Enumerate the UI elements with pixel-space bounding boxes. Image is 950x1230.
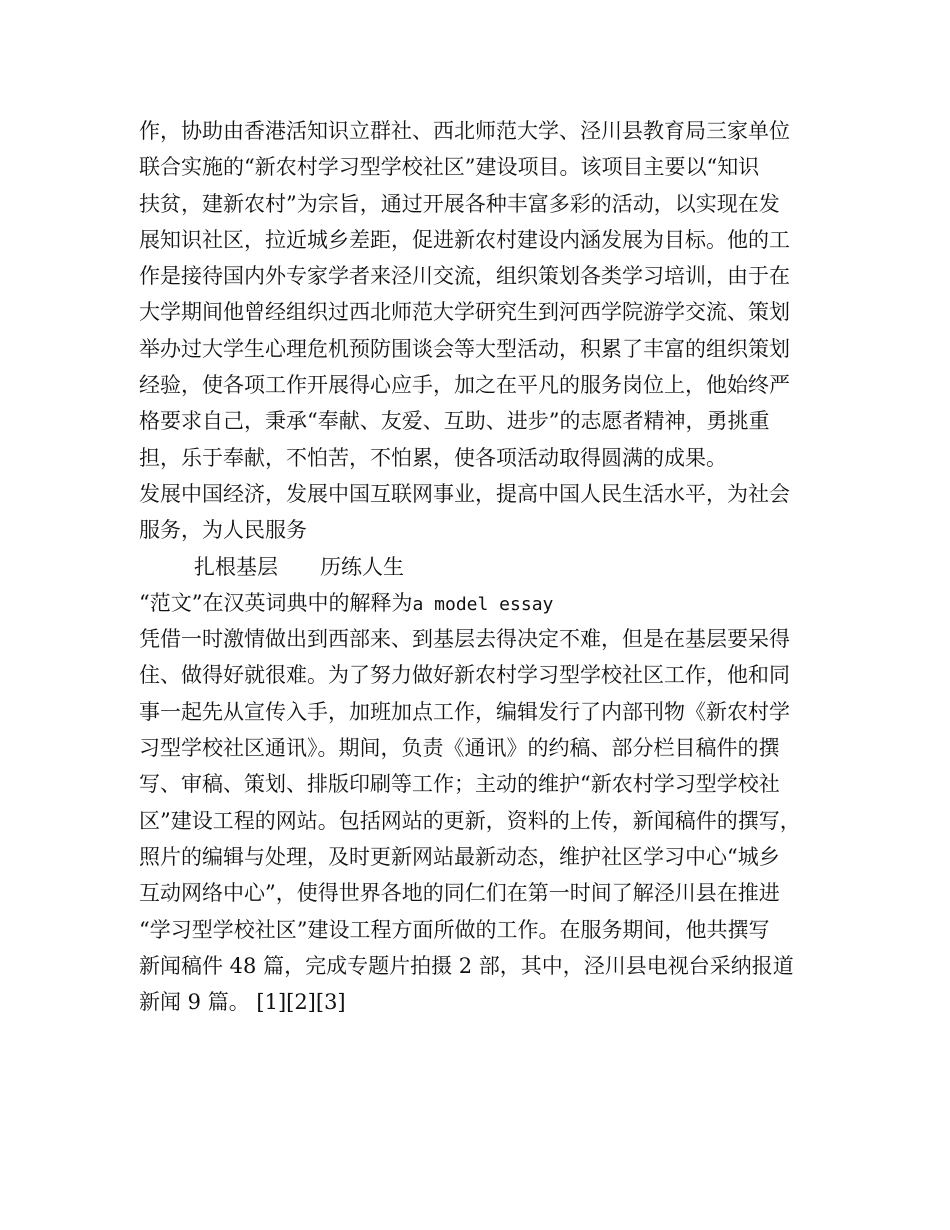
note-line xyxy=(139,585,839,621)
paragraph-line: 大学期间他曾经组织过西北师范大学研究生到河西学院游学交流、策划 xyxy=(139,300,790,325)
paragraph-line: 扶贫，建新农村”为宗旨，通过开展各种丰富多彩的活动，以实现在发 xyxy=(139,191,780,216)
note-english: a model essay xyxy=(412,593,554,615)
section-heading: 扎根基层 历练人生 xyxy=(194,554,404,579)
paragraph-line: 照片的编辑与处理，及时更新网站最新动态，维护社区学习中心“城乡 xyxy=(139,844,780,869)
paragraph-line: 作是接待国内外专家学者来泾川交流，组织策划各类学习培训，由于在 xyxy=(139,264,790,289)
paragraph-line: “学习型学校社区”建设工程方面所做的工作。在服务期间，他共撰写 xyxy=(139,917,770,942)
paragraph-line: 担，乐于奉献，不怕苦，不怕累，使各项活动取得圆满的成果。 xyxy=(139,445,727,470)
paragraph-line: 作，协助由香港活知识立群社、西北师范大学、泾川县教育局三家单位 xyxy=(139,119,790,143)
paragraph-line: 写、审稿、策划、排版印刷等工作；主动的维护“新农村学习型学校社 xyxy=(139,772,780,797)
paragraph-line: 凭借一时激情做出到西部来、到基层去得决定不难，但是在基层要呆得 xyxy=(139,627,790,652)
note-prefix: “范文”在汉英词典中的解释为 xyxy=(139,590,413,615)
paragraph-line: 习型学校社区通讯》。期间，负责《通讯》的约稿、部分栏目稿件的撰 xyxy=(139,736,780,761)
paragraph-line: 新闻 9 篇。 [1][2][3] xyxy=(139,990,346,1015)
paragraph-2 xyxy=(139,476,839,549)
paragraph-3 xyxy=(139,621,839,1020)
paragraph-line: 举办过大学生心理危机预防围谈会等大型活动，积累了丰富的组织策划 xyxy=(139,336,790,361)
paragraph-line: 新闻稿件 48 篇，完成专题片拍摄 2 部，其中，泾川县电视台采纳报道 xyxy=(139,953,794,978)
paragraph-line: 发展中国经济，发展中国互联网事业，提高中国人民生活水平，为社会 xyxy=(139,481,790,506)
paragraph-line: 格要求自己，秉承“奉献、友爱、互助、进步”的志愿者精神，勇挑重 xyxy=(139,409,770,434)
paragraph-1 xyxy=(139,113,839,476)
paragraph-line: 联合实施的“新农村学习型学校社区”建设项目。该项目主要以“知识 xyxy=(139,155,760,180)
document-body xyxy=(139,113,839,1020)
paragraph-line: 住、做得好就很难。为了努力做好新农村学习型学校社区工作，他和同 xyxy=(139,663,790,688)
paragraph-line: 经验，使各项工作开展得心应手，加之在平凡的服务岗位上，他始终严 xyxy=(139,373,790,398)
paragraph-line: 事一起先从宣传入手，加班加点工作，编辑发行了内部刊物《新农村学 xyxy=(139,699,790,724)
paragraph-line: 区”建设工程的网站。包括网站的更新，资料的上传，新闻稿件的撰写， xyxy=(139,808,801,833)
paragraph-line: 互动网络中心”，使得世界各地的同仁们在第一时间了解泾川县在推进 xyxy=(139,881,780,906)
paragraph-line: 服务，为人民服务 xyxy=(139,518,307,543)
paragraph-line: 展知识社区，拉近城乡差距，促进新农村建设内涵发展为目标。他的工 xyxy=(139,227,790,252)
